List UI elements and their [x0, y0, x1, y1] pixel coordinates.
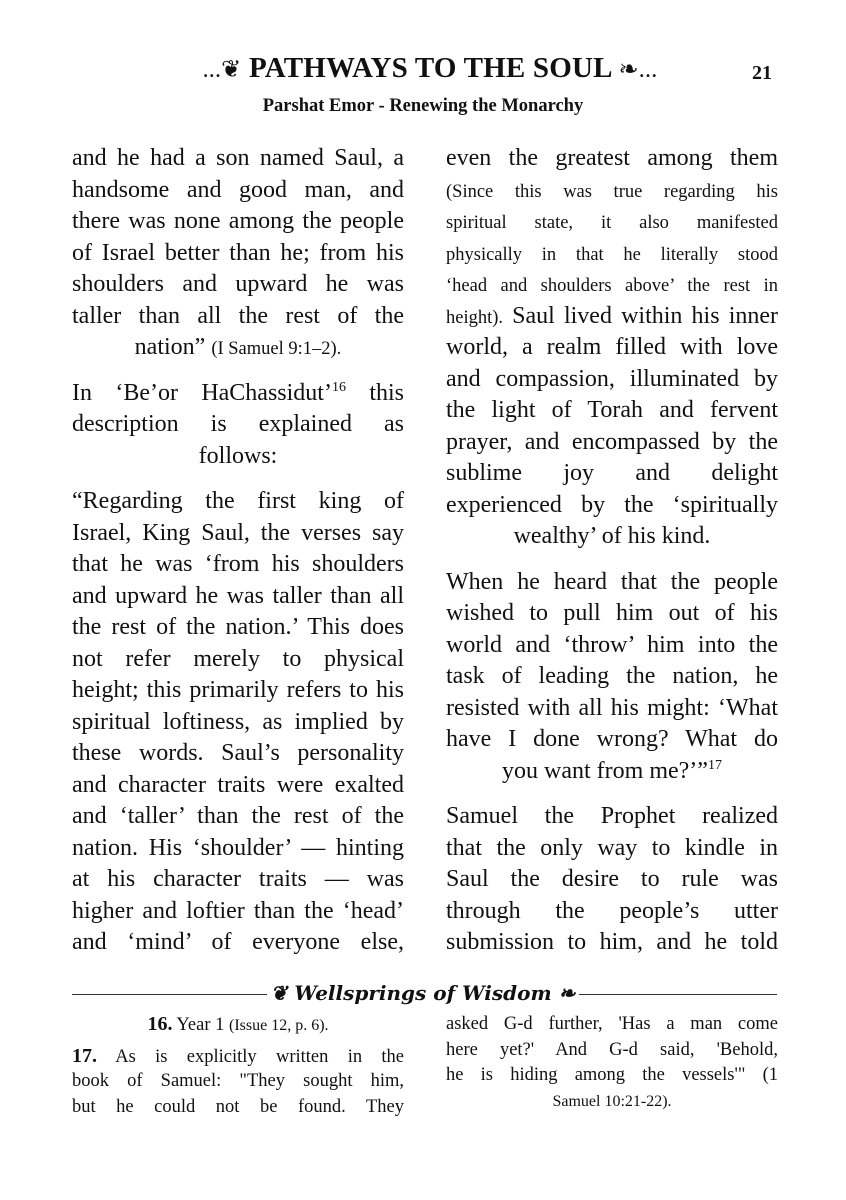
text: that the only way to kindle in [446, 834, 778, 861]
text-line [72, 301, 404, 333]
ornament-left-icon: ...❦ [202, 57, 242, 83]
right-text-column [446, 143, 778, 973]
text-line [446, 896, 778, 928]
text-line [72, 927, 404, 959]
text-line [446, 175, 778, 207]
text: taller than all the rest of the [72, 302, 404, 329]
text-line [446, 693, 778, 725]
text-line [446, 301, 778, 333]
text-line [446, 801, 778, 833]
text-line [72, 269, 404, 301]
text: task of leading the nation, he [446, 663, 778, 689]
text-line [446, 395, 778, 427]
text-line [446, 269, 778, 301]
footnotes-right [446, 1012, 778, 1120]
text-line [446, 1089, 778, 1115]
text-line [72, 801, 404, 833]
text: Samuel the Prophet realized [446, 803, 778, 829]
text: resisted with all his might: ‘What [446, 694, 778, 721]
citation-text: spiritual state, it also manifested [446, 213, 778, 233]
text: these words. Saul’s personality [72, 740, 404, 766]
text-line [446, 756, 778, 788]
text: Year 1 [172, 1015, 229, 1035]
text-line [446, 1038, 778, 1064]
footnote-number: 17. [72, 1044, 97, 1067]
citation-text: (Issue 12, p. 6). [228, 1017, 329, 1034]
text-line [72, 644, 404, 676]
text: world, a realm filled with love [446, 334, 778, 360]
paragraph [72, 143, 404, 364]
text: and compassion, illuminated by [446, 365, 778, 392]
paragraph [446, 801, 778, 959]
text-line [72, 409, 404, 441]
page-number: 21 [752, 62, 772, 84]
text-line [446, 927, 778, 959]
text: Saul lived within his inner [503, 302, 778, 329]
citation-text: height). [446, 307, 504, 328]
text-line [446, 661, 778, 693]
footnote-divider-label [0, 981, 846, 1005]
text: here yet?' And G-d said, 'Behold, [446, 1039, 778, 1060]
text-line [446, 630, 778, 662]
citation-text: Samuel 10:21-22). [552, 1092, 672, 1110]
paragraph [72, 1012, 404, 1038]
text-line [72, 1095, 404, 1121]
text-line [72, 581, 404, 613]
footnote-reference: 17 [707, 757, 722, 773]
text: prayer, and encompassed by the [446, 428, 778, 455]
text: wished to pull him out of his [446, 600, 778, 626]
text-line [72, 518, 404, 550]
text-line [72, 1069, 404, 1095]
text-line [72, 549, 404, 581]
text: In ‘Be’or HaChassidut’ [72, 379, 332, 406]
text: description is explained as [72, 411, 404, 437]
text: but he could not be found. They [72, 1096, 404, 1117]
text: there was none among the people [72, 208, 404, 234]
text-line [446, 567, 778, 599]
paragraph [72, 486, 404, 959]
paragraph [446, 143, 778, 553]
left-text-column [72, 143, 404, 973]
text-line [72, 770, 404, 802]
text: handsome and good man, and [72, 176, 404, 203]
text: he is hiding among the vessels'" (1 [446, 1065, 778, 1085]
text-line [72, 441, 404, 473]
text-line [72, 486, 404, 518]
text: “Regarding the first king of [72, 488, 404, 514]
text: the rest of the nation.’ This does [72, 614, 404, 640]
text-line [72, 864, 404, 896]
text: Israel, King Saul, the verses say [72, 519, 404, 546]
text: sublime joy and delight [446, 460, 778, 486]
footnote-number: 16. [147, 1013, 173, 1035]
paragraph [72, 378, 404, 473]
text: and ‘mind’ of everyone else, [72, 929, 404, 955]
text-line [446, 427, 778, 459]
text: the light of Torah and fervent [446, 397, 778, 423]
citation-text: physically in that he literally stood [446, 244, 778, 265]
paragraph [72, 1044, 404, 1121]
text-line [72, 675, 404, 707]
text-line [72, 1044, 404, 1070]
text-line [446, 598, 778, 630]
footnote-reference: 16 [331, 379, 346, 395]
text: nation. His ‘shoulder’ — hinting [72, 834, 404, 861]
paragraph [446, 1012, 778, 1114]
divider-label-text: ❦ Wellsprings of Wisdom ❧ [267, 981, 580, 1005]
text-line [446, 1063, 778, 1089]
text-line [446, 490, 778, 522]
text: shoulders and upward he was [72, 271, 404, 297]
text-line [72, 612, 404, 644]
text: you want from me?’” [502, 757, 708, 784]
text-line [446, 364, 778, 396]
text: that he was ‘from his shoulders [72, 551, 404, 577]
book-title: PATHWAYS TO THE SOUL [248, 52, 612, 84]
citation-text: ‘head and shoulders above’ the rest in [446, 276, 778, 296]
text-line [446, 521, 778, 553]
text-line [72, 707, 404, 739]
text: higher and loftier than the ‘head’ [72, 897, 404, 924]
text: asked G-d further, 'Has a man come [446, 1014, 778, 1034]
footnotes-left [72, 1012, 404, 1126]
text: wealthy’ of his kind. [513, 523, 711, 549]
text-line [72, 143, 404, 175]
paragraph [446, 567, 778, 788]
text-line [446, 458, 778, 490]
text: at his character traits — was [72, 866, 404, 892]
text: through the people’s utter [446, 897, 778, 924]
text-line [72, 206, 404, 238]
text: not refer merely to physical [72, 645, 404, 672]
text: and ‘taller’ than the rest of the [72, 803, 404, 829]
text: height; this primarily refers to his [72, 677, 404, 703]
text: As is explicitly written in the [97, 1046, 404, 1067]
text: of Israel better than he; from his [72, 239, 404, 266]
text-line [72, 1012, 404, 1038]
text: submission to him, and he told [446, 929, 778, 955]
text-line [72, 833, 404, 865]
text-line [446, 864, 778, 896]
text-line [446, 1012, 778, 1038]
text: experienced by the ‘spiritually [446, 491, 778, 518]
text: follows: [198, 442, 278, 469]
text-line [72, 175, 404, 207]
text: world and ‘throw’ him into the [446, 631, 778, 658]
text: even the greatest among them [446, 145, 778, 171]
citation-text: (I Samuel 9:1–2). [211, 339, 342, 359]
ornament-right-icon: ❧... [618, 57, 658, 83]
text-line [446, 206, 778, 238]
text-line [446, 238, 778, 270]
text: have I done wrong? What do [446, 726, 778, 752]
text: this [345, 379, 404, 406]
text-line [72, 332, 404, 364]
text: and upward he was taller than all [72, 582, 404, 609]
text: Saul the desire to rule was [446, 866, 778, 892]
running-title [130, 52, 730, 85]
text: and character traits were exalted [72, 771, 404, 798]
text: When he heard that the people [446, 568, 778, 595]
text-line [72, 738, 404, 770]
citation-text: (Since this was true regarding his [446, 181, 778, 202]
text-line [72, 378, 404, 410]
text-line [446, 332, 778, 364]
text-line [72, 896, 404, 928]
chapter-subtitle: Parshat Emor - Renewing the Monarchy [262, 96, 584, 116]
text-line [446, 143, 778, 175]
text-line [446, 724, 778, 756]
text-line [446, 833, 778, 865]
text: book of Samuel: "They sought him, [72, 1071, 404, 1091]
text-line [72, 238, 404, 270]
text: and he had a son named Saul, a [72, 145, 404, 171]
text: nation” [134, 334, 212, 360]
text: spiritual loftiness, as implied by [72, 708, 404, 735]
